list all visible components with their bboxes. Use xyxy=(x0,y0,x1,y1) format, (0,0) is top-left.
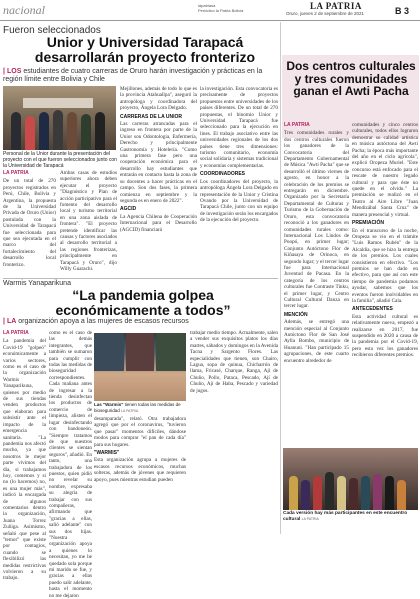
sidebar-column-1 xyxy=(284,122,349,444)
story1-kicker: Fueron seleccionados xyxy=(3,25,101,36)
story2-col4-text: trabajar medio tiempo. Actualmente, salen a vender sus exquisitos platos los días martes, sábados y domingos en la Avenida Tacna y Sargento Flores. Las especialidades que tienen, son Chairo, Lagua, sopa de quinua, Chicharrón de llama, Fricasé, Charque, Ranga, Ají de Chuño, Pollo, Pataca, Pescado, Ají de Chuño, Ají de Haba, Pescado y variedad de jugos. xyxy=(190,330,278,394)
story2-photo-caption xyxy=(94,402,186,414)
photo-banner xyxy=(23,98,93,108)
photo-person xyxy=(301,480,310,510)
photo-person xyxy=(95,112,105,150)
story1-headline: Unior y Universidad Tarapacá desarrollarán proyecto fronterizo xyxy=(34,34,256,65)
sidebar-caption-bold: Cada versión hay más participantes en este encuentro cultural xyxy=(283,511,408,522)
sidebar-col2c-text: Esta actividad cultural es relativamente nueva, empezó a realizarse en 2017, fue suspendido en 2020 a causa de la pandemia por el Covid-19, pero esta vez los ganadores recibieron diferentes premios. xyxy=(352,313,418,359)
photo-person xyxy=(373,474,382,510)
story2-caption-bold: Las "Warmis" xyxy=(94,402,124,407)
story2-headline: “La pandemia golpea económicamente a todos” xyxy=(55,287,231,318)
story2-byline: LA PATRIA xyxy=(3,330,29,336)
sidebar-col1-text: Tres comunidades rurales y dos centros culturales fueron los ganadores de la Convocatoria del Departamento Gubernamental de Música "Awti Pacha" que se desarrolló el último viernes de agosto, en honor a la celebración de los premios se entregarán en diciembre. Organizado por la Secretaría Departamental de Culturas y Turismo de la Gobernación de Oruro, esta convocatoria reconoció a los ganadores en comunidades rurales como: Internacional Los Lindos de Poopó, en primer lugar; Conjunto Autóctono Flor de Kiñasaya de Orinoca, en segundo lugar; y el tercer lugar fue para Internacional Juventud de Pacasa. En la categoría de los centros culturales fue Contraste Tinku, el primer lugar, y Centro Cultural Cultural Danza en tercer lugar. xyxy=(284,130,349,310)
social-ad xyxy=(198,3,243,13)
story1-col3-text: Mejillones, además de todo lo que es la provincia Atahuallpa", aseguró la antropóloga y coordinadora del proyecto, Ángela Lora Delgado. xyxy=(120,86,197,112)
story2-column-3 xyxy=(190,330,278,534)
story1-col2-text: Ambas casas de estudios superiores ahora deben ejecutar el proyecto "Diagnóstico y Plan de acción participativo para el fomento del desarrollo local y turismo territorial en una zona aislada de frontera". "El proyecto pretende identificar las causas y factores asociados al desarrollo territorial a las regiones fronterizas, principalmente en Tarapacá y Oruro", dijo Willy Guarachi. xyxy=(60,170,117,273)
story2-col2-text: como es el caso de las demás integrantes, que también se sumaron para cumplir con todas las medidas de bioseguridad correspondientes. Cada mañana antes de ingresar a la tienda desinfectan los productos de comercio de limpieza, alisten el lugar desinfectando con bandoneón. "Siempre tratamos de que nuestros clientes se sientan seguros", añadió. En tanto, una trabajadora de los puestos, quien pidió no revelar su nombre, expresaba su alegría de trabajar con sus compañeras, afirmando que "gracias a ellas, salió adelante" con sus dos hijas. "Nuestra organización apoya a quienes lo necesitan, yo me he quedado sola porque mi marido se fue, y gracias a ellas puedo salir adelante, hasta el momento no me dejaron xyxy=(49,330,92,599)
sidebar-byline: LA PATRIA xyxy=(284,122,310,128)
story1-column-4 xyxy=(200,86,278,278)
story1-subhead-carreras: CARRERAS DE LA UNIOR xyxy=(120,113,183,120)
story2-column-2a xyxy=(49,330,92,599)
story2-deck xyxy=(3,318,277,325)
newspaper-name: LA PATRIA xyxy=(310,1,362,11)
header-divider xyxy=(0,20,420,21)
photo-stall xyxy=(94,333,124,371)
story1-column-3 xyxy=(120,86,197,278)
story2-deck-lead: LA xyxy=(6,318,17,325)
story1-subhead-coordinadores: COORDINADORES xyxy=(200,171,246,178)
story1-col4-text: la investigación. Esta convocatoria es precisamente de proyectos propuestos entre universidades de los países diferentes. De un total de 270 propuestas, el binomio Unior y Universidad Tarapacá fue seleccionado para la ejecución en lines. El trabajo asociativo entre las universidades regionales de los dos países tiene tres dimensiones: turismo comunitario, economía social solidaria y sistemas tradicional y economías complementarias. xyxy=(200,86,278,169)
story2-col1-text: La pandemia del Covid-19 "golpeó" económicamente a varios sectores, como es el caso de la organización Warmis Yanaparikuna, quienes por medio de sus tiendas venden productos que elaboran para subsistir ante el impacto de la emergencia sanitaria. "La pandemia nos afectó mucho, ya que nosotros le mejor parte vivimos del día, si trabajamos hoy, comemos y si no (lo hacemos) no, es una mujer más", indicó la encargada de algunos comentarios dentro la organización, Juana Torrez Zuñiga. Asimismo, señaló que pese al "temor" que existe por contagios, cuando se flexibilizó las medidas restrictivas volvieron a su trabajo. xyxy=(3,338,46,582)
story1-photo-caption: Personal de la Unior durante la presentación del proyecto con el que fueron seleccionados junto con la Universidad de Tarapacá xyxy=(3,151,117,169)
photo-stall xyxy=(156,333,186,371)
deck-marker-icon: | xyxy=(3,68,5,75)
story1-deck xyxy=(3,68,277,84)
story2-photo-credit: LA PATRIA xyxy=(121,408,139,413)
social-handle: lapatriasa xyxy=(198,3,216,8)
sidebar-photo-caption xyxy=(283,511,418,523)
photo-person xyxy=(337,476,346,510)
photo-stall xyxy=(126,333,154,371)
sidebar-photo-credit: LA PATRIA xyxy=(301,516,319,521)
photo-person xyxy=(397,480,406,510)
story1-column-2 xyxy=(60,170,117,278)
page-number: B 3 xyxy=(395,6,410,16)
page-header xyxy=(0,0,420,22)
sidebar-column-2 xyxy=(352,122,418,444)
social-name: Periódico la Patria Bolivia xyxy=(198,8,244,13)
sidebar-subhead-mencion: MENCIÓN xyxy=(284,311,308,318)
sidebar-col2b-text: En el transcurso de la noche, Oropeza se vio en el trámite "Luis Ramos Rubén" de la Alcaldía, que se hizo la entrega de los premios. Los cuales consistieron en efectivo. "Los premios se han dado en efectivo, para que así con este tiempo de pandemia podamos ayudar, sabemos que los eventos fueron inolvidables en la familia", añadió Cala. xyxy=(352,227,418,304)
story1-col3b-text: Las carreras atrancadas para el ingreso en frontera por parte de la Unior son Odontología, Enfermería, Derecho y principalmente Gastronomía y Hotelería. "Como una primera fase pero una cooperación económica para el desarrollo hay estudiantes que entrarán en contacto hasta la zona de su docentes a hacer prácticas en el campo. Son dos fases, la primera comienza en septiembre y la segunda es en enero de 2022". xyxy=(120,121,197,204)
sidebar-headline: Dos centros culturales y tres comunidades ganan el Awti Pacha xyxy=(286,59,416,98)
story2-col3-text: desamparada", relató. Otra trabajadora agregó que por el coronavirus, "tuvieron que pasar" momentos difíciles, dándose modos para comprar "el pan de cada día" para sus hogares. xyxy=(94,416,186,448)
story1-deck-text: estudiantes de cuatro carreras de Oruro harán investigación y prácticas en la región límite entre Bolivia y Chile xyxy=(3,68,263,83)
section-label: nacional xyxy=(3,3,45,17)
photo-person xyxy=(313,476,322,510)
story2-deck-text: organización apoya a las mujeres de escasos recursos xyxy=(18,318,189,325)
story1-col4b-text: Los coordinadores del proyecto, la antropóloga Ángela Lora Delgado en representación de la Unior y Cristina Ovando por la Universidad de Tarapacá Chile, junto con un equipo de investigación serán los encargados de la ejecución del proyecto. xyxy=(200,178,278,224)
sidebar-subhead-premiacion: PREMIACIÓN xyxy=(352,220,384,227)
sidebar-photo xyxy=(283,448,418,510)
story2-subhead-warmis: "WARMIS" xyxy=(94,450,120,457)
story2-photo xyxy=(94,333,186,401)
photo-person xyxy=(81,114,91,150)
photo-person xyxy=(385,476,394,510)
story1-deck-lead: LOS xyxy=(6,68,22,75)
story1-col1-text: De un total de 270 proyectos registrados en Perú, Chile, Bolivia y Argentina, la propuesta de la Universidad Privada de Oruro (Unior) postulada con la Universidad de Tarapacá fue seleccionada para que sea ejecutada en el marco del fortalecimiento del desarrollo local fronterizo. xyxy=(3,178,56,268)
photo-person xyxy=(349,478,358,510)
photo-person xyxy=(25,116,35,150)
photo-person xyxy=(11,112,21,150)
publication-date: Oruro, jueves 2 de septiembre de 2021 xyxy=(286,11,365,16)
photo-person xyxy=(289,476,298,510)
photo-person xyxy=(325,472,334,510)
photo-person xyxy=(39,112,49,150)
photo-person xyxy=(53,110,63,150)
story-divider xyxy=(3,278,278,279)
story2-column-2b xyxy=(94,416,186,534)
deck-marker-icon: | xyxy=(3,318,5,325)
photo-person xyxy=(361,476,370,510)
story1-photo xyxy=(3,86,116,150)
story2-kicker: Warmis Yanaparikuna xyxy=(3,280,71,287)
story2-col3b-text: Esta organización agrupa a mujeres de escasos recursos económicos, muchas solteras, además de jóvenes que requieren apoyo, pues mientras estudian pueden xyxy=(94,457,186,483)
sidebar-subhead-antecedentes: ANTECEDENTES xyxy=(352,306,393,313)
story1-subhead-agcid: AGCID xyxy=(120,206,137,213)
sidebar-col2-text: comunidades y cinco centros culturales, todos ellos lograron demostrar su calidad artística en música autóctona del Awti Pacha; la época más importante del año en el ciclo agrícola", explicó Oropeza Muriel. "Este concurso está enfocado para el rescate de nuestro legado cultural y para que éste no quede en el olvido." La premiación se realizó en el Teatro al Aire Libre "Juan Mendizábal Santa Cruz" de manera presencial y virtual. xyxy=(352,122,418,218)
story2-caption-text: tienen todas las medidas de bioseguridad xyxy=(94,402,181,413)
sidebar-divider xyxy=(280,22,281,534)
story1-byline: LA PATRIA xyxy=(3,170,29,176)
story2-column-1 xyxy=(3,330,46,582)
story1-column-1 xyxy=(3,170,56,278)
story1-col3c-text: La Agencia Chilena de Cooperación Internacional para el Desarrollo (AGCID) financiará xyxy=(120,213,197,233)
sidebar-col1b-text: Además, se entregó una mención especial al Conjunto Autóctono Flor de San José Aylla Bombo, municipio de Huanuni. "Han participado 15 agrupaciones, de este cuarto encuentro alrededor de xyxy=(284,319,349,364)
photo-person xyxy=(67,112,77,150)
